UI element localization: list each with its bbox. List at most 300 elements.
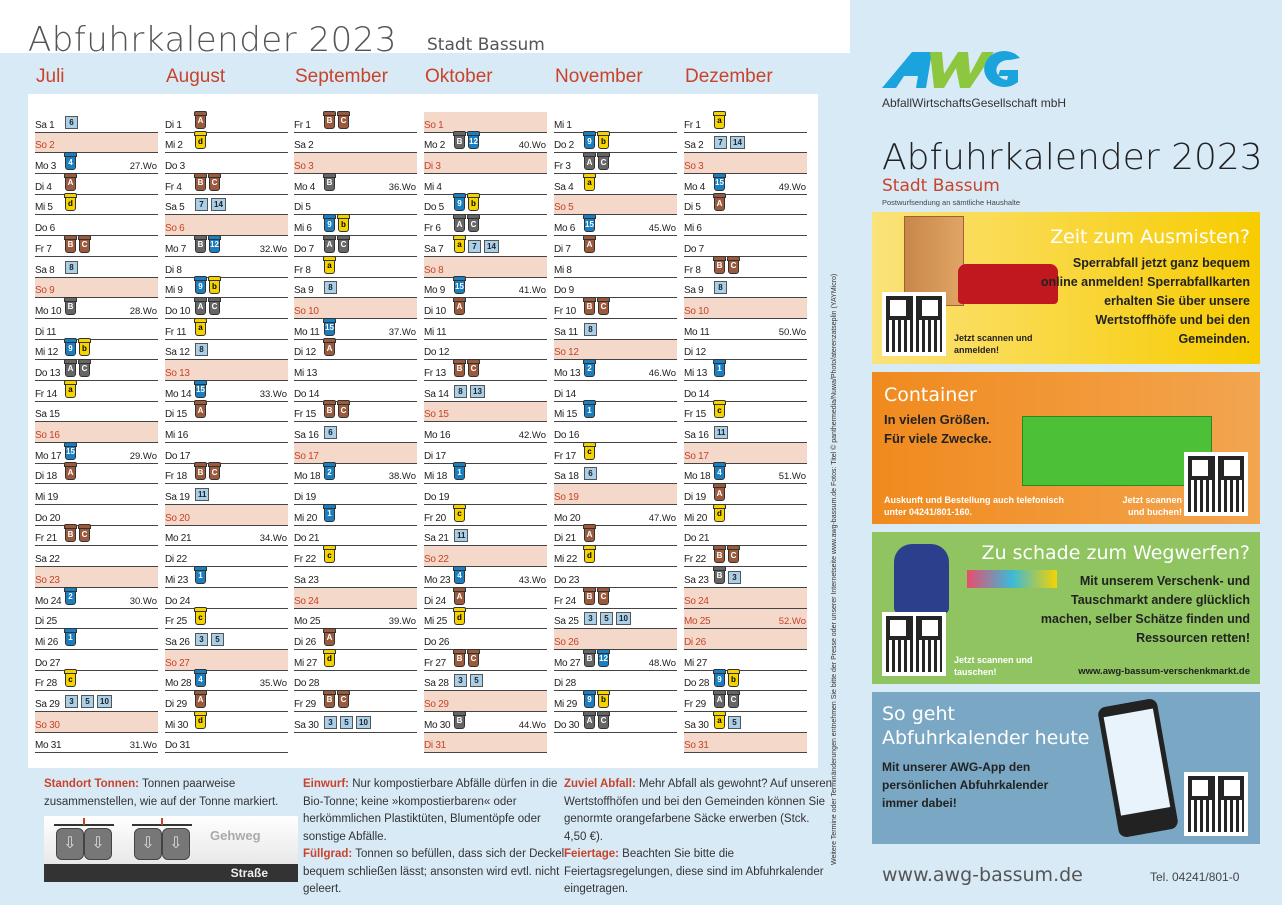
sack-pickup-icon: 8 — [584, 323, 597, 336]
blue-bin-icon: 1 — [195, 568, 206, 584]
calendar-day — [554, 360, 677, 381]
pickup-icons — [584, 612, 631, 625]
day-label: Mi 30 — [165, 719, 188, 731]
month-column-oktober — [424, 112, 547, 753]
day-label: Do 14 — [684, 388, 710, 400]
brown-bin-icon: B — [584, 589, 595, 605]
pickup-icons — [584, 467, 597, 480]
brown-bin-icon: B — [324, 692, 335, 708]
brown-bin-icon: A — [584, 237, 595, 253]
day-label: Di 12 — [684, 347, 706, 359]
pickup-icons — [584, 299, 609, 315]
sack-pickup-icon: 5 — [470, 674, 483, 687]
pickup-icons — [195, 237, 220, 253]
calendar-day — [35, 691, 158, 712]
calendar-day — [424, 402, 547, 423]
day-label: Mi 6 — [684, 223, 702, 235]
calendar-day — [165, 650, 288, 671]
day-label: So 5 — [554, 202, 574, 214]
calendar-day — [165, 464, 288, 485]
yellow-bin-icon: a — [584, 175, 595, 191]
calendar-day — [35, 526, 158, 547]
brown-bin-icon: B — [65, 526, 76, 542]
yellow-bin-icon: b — [209, 278, 220, 294]
calendar-day — [684, 236, 807, 257]
day-label: Mo 7 — [165, 243, 187, 255]
pickup-icons — [584, 589, 609, 605]
calendar-day — [294, 526, 417, 547]
calendar-day — [684, 443, 807, 464]
day-label: Fr 6 — [424, 223, 441, 235]
qr-code-icon[interactable] — [1184, 452, 1248, 516]
calendar-day — [294, 112, 417, 133]
blue-bin-icon: 15 — [584, 216, 595, 232]
pickup-icons — [454, 713, 465, 729]
legend-zuviel: Zuviel Abfall: Mehr Abfall als gewohnt? Auf unseren Wertstoffhöfen und bei den Gemeinden können Sie genormte orangefarbene Säcke erwerben (Stck. 4,50 €). Feiertage: Beachten Sie bitte die Feiertagsregelungen, diese sind im Abfuhrkalender eingetragen. — [564, 778, 833, 895]
day-label: Mi 22 — [554, 554, 577, 566]
yellow-bin-icon: d — [714, 506, 725, 522]
qr-code-icon[interactable] — [882, 612, 946, 676]
calendar-day — [165, 215, 288, 236]
pickup-icons — [195, 299, 220, 315]
calendar-day — [35, 505, 158, 526]
pickup-icons — [454, 529, 468, 542]
day-label: Do 28 — [294, 678, 320, 690]
yellow-bin-icon: b — [468, 195, 479, 211]
bin-icon: ⇩ — [84, 828, 112, 860]
calendar-day — [35, 133, 158, 154]
ad-sperrabfall[interactable]: Zeit zum Ausmisten? Sperrabfall jetzt ganz bequem online anmelden! Sperrabfallkarten erhalten Sie über unsere Wertstoffhöfe und bei den Gemeinden. Jetzt scannen und anmelden! — [872, 212, 1260, 364]
yellow-bin-icon: a — [65, 382, 76, 398]
blue-bin-icon: 1 — [324, 506, 335, 522]
ad-app[interactable]: So geht Abfuhrkalender heute Mit unserer AWG-App den persönlichen Abfuhrkalender immer dabei! — [872, 692, 1260, 844]
week-number: 38.Wo — [388, 471, 416, 483]
pickup-icons — [324, 216, 349, 232]
week-number: 34.Wo — [259, 533, 287, 545]
gray-bin-icon: A — [584, 154, 595, 170]
ad-container[interactable]: Container In vielen Größen. Für viele Zwecke. Auskunft und Bestellung auch telefonisch unter 04241/801-160. Jetzt scannen und buchen! — [872, 372, 1260, 524]
brown-bin-icon: B — [324, 402, 335, 418]
sack-pickup-icon: 5 — [600, 612, 613, 625]
day-label: Mo 16 — [424, 430, 451, 441]
day-label: Mo 21 — [165, 533, 192, 545]
blue-bin-icon: 4 — [195, 671, 206, 687]
day-label: Sa 29 — [35, 698, 60, 710]
blue-bin-icon: 1 — [714, 361, 725, 377]
brown-bin-icon: A — [584, 526, 595, 542]
day-label: Mi 26 — [35, 636, 58, 648]
day-label: Fr 29 — [294, 698, 316, 710]
calendar-day — [294, 402, 417, 423]
brown-bin-icon: A — [454, 589, 465, 605]
day-label: So 30 — [35, 719, 60, 731]
verschenkmarkt-link[interactable]: www.awg-bassum-verschenkmarkt.de — [1078, 666, 1250, 677]
calendar-day — [684, 402, 807, 423]
day-label: Sa 25 — [554, 616, 579, 628]
calendar-day — [554, 484, 677, 505]
day-label: Mo 3 — [35, 161, 57, 173]
calendar-day — [684, 712, 807, 733]
calendar-day — [294, 650, 417, 671]
day-label: Di 22 — [165, 554, 187, 566]
ad-verschenkmarkt[interactable]: Zu schade zum Wegwerfen? Mit unserem Verschenk- und Tauschmarkt andere glücklich machen, selber Schätze finden und Ressourcen retten! Jetzt scannen und tauschen! www.awg-bassum-verschenkmarkt.de — [872, 532, 1260, 684]
day-label: Mi 23 — [165, 574, 188, 586]
calendar-day — [684, 691, 807, 712]
calendar-day — [684, 546, 807, 567]
calendar-day — [35, 360, 158, 381]
calendar-day — [684, 298, 807, 319]
calendar-day — [294, 278, 417, 299]
day-label: Sa 11 — [554, 326, 578, 338]
calendar-day — [424, 257, 547, 278]
day-label: Di 21 — [554, 533, 576, 545]
calendar-day — [35, 443, 158, 464]
calendar-day — [424, 464, 547, 485]
calendar-day — [684, 112, 807, 133]
calendar-day — [684, 422, 807, 443]
brown-bin-icon: B — [714, 547, 725, 563]
day-label: Mo 25 — [294, 616, 321, 628]
day-label: Do 17 — [165, 450, 191, 462]
calendar-day — [35, 567, 158, 588]
day-label: Fr 8 — [294, 264, 311, 276]
panel-title: Abfuhrkalender 2023 — [882, 137, 1263, 178]
week-number: 37.Wo — [388, 326, 416, 338]
pickup-icons — [454, 589, 465, 605]
day-label: Sa 15 — [35, 409, 60, 421]
day-label: Do 10 — [165, 305, 191, 317]
qr-code-icon[interactable] — [1184, 772, 1248, 836]
pickup-icons — [454, 133, 479, 149]
calendar-day — [294, 360, 417, 381]
calendar-day — [165, 153, 288, 174]
pickup-icons — [195, 113, 206, 129]
day-label: Mo 9 — [424, 285, 446, 297]
calendar-day — [554, 278, 677, 299]
day-label: Di 31 — [424, 740, 446, 752]
week-number: 32.Wo — [259, 243, 287, 255]
day-label: Do 14 — [294, 388, 320, 400]
calendar-day — [294, 567, 417, 588]
right-panel — [850, 0, 1282, 905]
website-link[interactable]: www.awg-bassum.de — [882, 864, 1083, 886]
pickup-icons — [65, 361, 90, 377]
pickup-icons — [454, 506, 465, 522]
sack-pickup-icon: 8 — [454, 385, 467, 398]
pickup-icons — [65, 671, 76, 687]
pickup-icons — [454, 361, 479, 377]
day-label: So 8 — [424, 264, 444, 276]
day-label: Mi 5 — [35, 202, 53, 214]
brown-bin-icon: C — [728, 547, 739, 563]
pickup-icons — [714, 175, 725, 191]
sack-pickup-icon: 13 — [470, 385, 485, 398]
calendar-day — [424, 195, 547, 216]
calendar-day — [424, 298, 547, 319]
calendar-day — [35, 215, 158, 236]
month-header-november: November — [555, 66, 643, 87]
day-label: Fr 22 — [684, 554, 706, 566]
brown-bin-icon: A — [714, 485, 725, 501]
brown-bin-icon: B — [714, 258, 725, 274]
calendar-day — [424, 588, 547, 609]
calendar-day — [424, 319, 547, 340]
calendar-day — [554, 195, 677, 216]
day-label: Sa 1 — [35, 119, 55, 131]
qr-code-icon[interactable] — [882, 292, 946, 356]
pickup-icons — [65, 695, 112, 708]
day-label: Mo 25 — [684, 616, 711, 628]
calendar-day — [424, 567, 547, 588]
day-label: So 9 — [35, 285, 55, 297]
pickup-icons — [584, 651, 609, 667]
week-number: 28.Wo — [129, 305, 157, 317]
blue-bin-icon: 9 — [65, 340, 76, 356]
pickup-icons — [714, 671, 739, 687]
yellow-bin-icon: d — [195, 133, 206, 149]
day-label: Di 8 — [165, 264, 182, 276]
pickup-icons — [454, 278, 465, 294]
pickup-icons — [65, 589, 76, 605]
calendar-day — [554, 422, 677, 443]
day-label: So 10 — [294, 305, 319, 317]
calendar-day — [294, 174, 417, 195]
gray-bin-icon: B — [454, 713, 465, 729]
pickup-icons — [454, 216, 479, 232]
calendar-day — [294, 629, 417, 650]
day-label: Di 5 — [294, 202, 311, 214]
calendar-day — [35, 588, 158, 609]
calendar-day — [424, 443, 547, 464]
day-label: So 27 — [165, 657, 190, 669]
blue-bin-icon: 12 — [468, 133, 479, 149]
day-label: Do 21 — [294, 533, 320, 545]
day-label: Do 30 — [554, 719, 580, 731]
blue-bin-icon: 2 — [65, 589, 76, 605]
day-label: So 10 — [684, 305, 709, 317]
calendar-day — [165, 340, 288, 361]
yellow-bin-icon: d — [454, 609, 465, 625]
calendar-day — [165, 319, 288, 340]
gray-bin-icon: C — [598, 713, 609, 729]
day-label: Mo 24 — [35, 595, 62, 607]
calendar-day — [424, 381, 547, 402]
calendar-day — [294, 153, 417, 174]
day-label: So 24 — [294, 595, 319, 607]
calendar-day — [684, 360, 807, 381]
day-label: Do 12 — [424, 347, 450, 359]
calendar-day — [684, 733, 807, 754]
week-number: 39.Wo — [388, 616, 416, 628]
day-label: Mo 27 — [554, 657, 581, 669]
day-label: Fr 3 — [554, 161, 571, 173]
brown-bin-icon: C — [79, 237, 90, 253]
day-label: Mi 18 — [424, 471, 447, 483]
brown-bin-icon: C — [468, 361, 479, 377]
pickup-icons — [714, 547, 739, 563]
calendar-day — [294, 712, 417, 733]
day-label: Fr 1 — [684, 119, 701, 131]
brown-bin-icon: B — [324, 113, 335, 129]
pickup-icons — [195, 609, 206, 625]
day-label: Mo 11 — [294, 326, 320, 338]
calendar-day — [554, 691, 677, 712]
brown-bin-icon: B — [454, 651, 465, 667]
calendar-day — [424, 215, 547, 236]
calendar-day — [554, 215, 677, 236]
day-label: Sa 28 — [424, 678, 449, 690]
day-label: So 17 — [294, 450, 319, 462]
sack-pickup-icon: 3 — [728, 571, 741, 584]
sack-pickup-icon: 5 — [211, 633, 224, 646]
day-label: Do 7 — [684, 243, 704, 255]
pickup-icons — [324, 175, 335, 191]
calendar-day — [35, 340, 158, 361]
day-label: Mi 6 — [294, 223, 312, 235]
calendar-day — [554, 236, 677, 257]
day-label: Fr 17 — [554, 450, 576, 462]
calendar-day — [294, 298, 417, 319]
calendar-day — [165, 567, 288, 588]
month-header-august: August — [166, 66, 226, 87]
gray-bin-icon: A — [584, 713, 595, 729]
calendar-day — [165, 588, 288, 609]
blue-bin-icon: 15 — [65, 444, 76, 460]
day-label: So 20 — [165, 512, 190, 524]
day-label: Mi 12 — [35, 347, 58, 359]
sack-pickup-icon: 10 — [616, 612, 631, 625]
day-label: Mo 30 — [424, 719, 451, 731]
brown-bin-icon: C — [338, 692, 349, 708]
city-name: Stadt Bassum — [427, 35, 545, 55]
pickup-icons — [324, 281, 337, 294]
pickup-icons — [195, 692, 206, 708]
day-label: Di 15 — [165, 409, 187, 421]
calendar-day — [165, 360, 288, 381]
day-label: So 15 — [424, 409, 449, 421]
day-label: Sa 30 — [294, 719, 319, 731]
gray-bin-icon: B — [324, 175, 335, 191]
day-label: Mi 1 — [554, 119, 572, 131]
day-label: Mi 9 — [165, 285, 183, 297]
day-label: Mi 2 — [165, 140, 183, 152]
pickup-icons — [65, 630, 76, 646]
calendar-day — [424, 505, 547, 526]
pickup-icons — [714, 113, 725, 129]
calendar-day — [684, 588, 807, 609]
day-label: Di 7 — [554, 243, 571, 255]
pickup-icons — [324, 258, 335, 274]
blue-bin-icon: 9 — [584, 133, 595, 149]
brown-bin-icon: B — [195, 464, 206, 480]
calendar-day — [684, 609, 807, 630]
calendar-day — [165, 609, 288, 630]
calendar-day — [35, 712, 158, 733]
pickup-icons — [714, 258, 739, 274]
day-label: Di 24 — [424, 595, 446, 607]
sack-pickup-icon: 7 — [195, 198, 208, 211]
day-label: Fr 22 — [294, 554, 316, 566]
day-label: Do 2 — [554, 140, 574, 152]
pickup-icons — [454, 568, 465, 584]
pickup-icons — [584, 444, 595, 460]
blue-bin-icon: 1 — [65, 630, 76, 646]
brown-bin-icon: B — [195, 175, 206, 191]
pickup-icons — [195, 713, 206, 729]
calendar-day — [424, 546, 547, 567]
day-label: Mo 17 — [35, 450, 62, 462]
pickup-icons — [65, 299, 76, 315]
awg-logo-icon — [882, 48, 1022, 92]
pickup-icons — [714, 136, 745, 149]
yellow-bin-icon: b — [79, 340, 90, 356]
brown-bin-icon: C — [728, 258, 739, 274]
day-label: Sa 16 — [684, 430, 709, 441]
calendar-day — [35, 629, 158, 650]
calendar-day — [684, 567, 807, 588]
pickup-icons — [195, 133, 206, 149]
blue-bin-icon: 2 — [324, 464, 335, 480]
pickup-icons — [195, 198, 226, 211]
sack-pickup-icon: 8 — [324, 281, 337, 294]
calendar-day — [294, 484, 417, 505]
pickup-icons — [584, 154, 609, 170]
calendar-day — [294, 195, 417, 216]
calendar-day — [554, 153, 677, 174]
calendar-day — [165, 112, 288, 133]
calendar-day — [684, 340, 807, 361]
calendar-day — [684, 484, 807, 505]
day-label: Mi 25 — [424, 616, 447, 628]
brown-bin-icon: C — [79, 526, 90, 542]
calendar-day — [35, 236, 158, 257]
calendar-day — [165, 236, 288, 257]
day-label: Mi 27 — [684, 657, 707, 669]
postwurf-note: Postwurfsendung an sämtliche Haushalte — [882, 198, 1020, 207]
blue-bin-icon: 9 — [324, 216, 335, 232]
calendar-day — [684, 671, 807, 692]
day-label: So 13 — [165, 367, 190, 379]
day-label: Sa 14 — [424, 388, 449, 400]
day-label: Do 27 — [35, 657, 61, 669]
calendar-day — [35, 422, 158, 443]
calendar-day — [424, 712, 547, 733]
day-label: Mi 20 — [294, 512, 317, 524]
day-label: Di 11 — [35, 326, 57, 338]
calendar-day — [35, 319, 158, 340]
legend-einwurf: Einwurf: Nur kompostierbare Abfälle dürfen in die Bio-Tonne; keine »kompostierbaren« oder herkömmlichen Plastiktüten, Blumentöpfe oder sonstige Abfälle. Füllgrad: Tonnen so befüllen, dass sich der Deckel bequem schließen lässt; ansonsten wird evtl. nicht geleert. — [303, 778, 565, 895]
day-label: Fr 21 — [35, 533, 57, 545]
day-label: Di 25 — [35, 616, 57, 628]
calendar-day — [554, 567, 677, 588]
pickup-icons — [714, 426, 728, 439]
calendar-day — [684, 381, 807, 402]
week-number: 40.Wo — [518, 140, 546, 152]
day-label: Do 5 — [424, 202, 444, 214]
blue-bin-icon: 15 — [324, 320, 335, 336]
pickup-icons — [714, 195, 725, 211]
gray-bin-icon: C — [209, 299, 220, 315]
sack-pickup-icon: 5 — [340, 716, 353, 729]
calendar-day — [294, 319, 417, 340]
day-label: So 29 — [424, 698, 449, 710]
month-column-dezember — [684, 112, 807, 753]
day-label: Do 9 — [554, 285, 574, 297]
week-number: 46.Wo — [648, 367, 676, 379]
gray-bin-icon: C — [468, 216, 479, 232]
calendar-day — [554, 112, 677, 133]
day-label: Sa 23 — [684, 574, 709, 586]
